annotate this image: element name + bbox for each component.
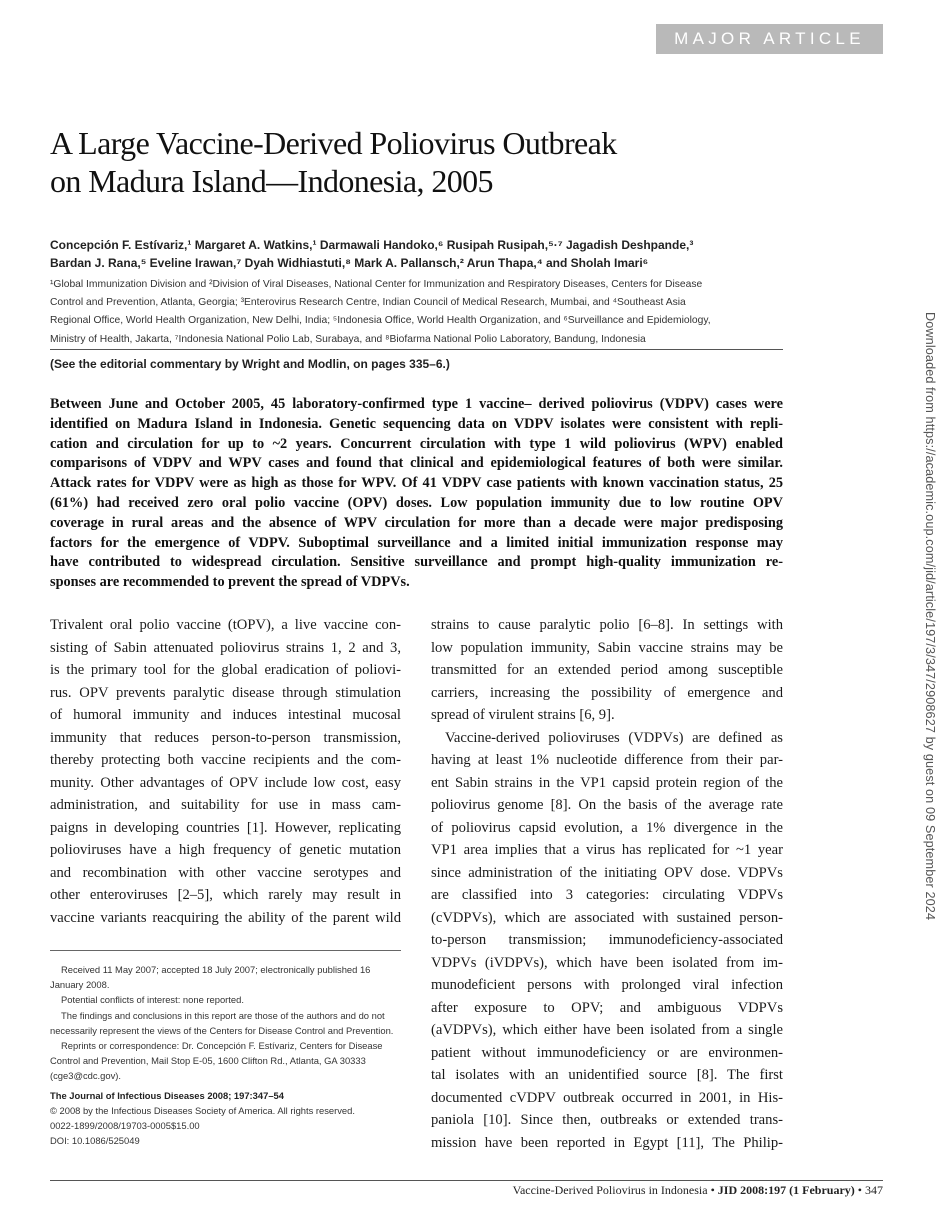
body-line: (aVDPVs), which either have been isolated from a single — [431, 1022, 783, 1038]
title-line: on Madura Island—Indonesia, 2005 — [50, 163, 493, 199]
body-line: sisting of Sabin attenuated poliovirus strains 1, 2 and 3, — [50, 639, 401, 656]
body-line: immunity that reduces person-to-person transmission, — [50, 729, 401, 746]
footer-divider — [50, 1180, 883, 1181]
body-line: tal isolates with an unidentified source [8]. The first — [431, 1067, 783, 1083]
running-footer — [513, 1183, 883, 1198]
abstract-line: have contributed to widespread circulation. Sensitive surveillance and prompt high-quality immunization re- — [50, 554, 783, 571]
body-line: Trivalent oral polio vaccine (tOPV), a live vaccine con- — [50, 617, 401, 633]
body-line: administration, and suitability for use in mass cam- — [50, 797, 401, 813]
abstract-line: (61%) had received zero oral polio vaccine (OPV) doses. Low population immunity due to low routine OPV — [50, 494, 783, 511]
body-line: munodeficient persons with prolonged viral infection — [431, 977, 783, 993]
body-line: vaccine variants reacquiring the ability of the parent wild — [50, 909, 401, 926]
affiliation-line: Regional Office, World Health Organization, New Delhi, India; ⁵Indonesia Office, World Health Organization, and ⁶Surveillance and Epidemiology, — [50, 315, 711, 327]
footnote-received: Received 11 May 2007; accepted 18 July 2007; electronically published 16 — [61, 964, 371, 975]
footnote-reprints: (cge3@cdc.gov). — [50, 1070, 122, 1082]
author-line: Bardan J. Rana,⁵ Eveline Irawan,⁷ Dyah Widhiastuti,⁸ Mark A. Pallansch,² Arun Thapa,⁴ and Sholah Imari⁶ — [50, 256, 649, 270]
body-line: carriers, increasing the possibility of emergence and — [431, 684, 783, 701]
author-line: Concepción F. Estívariz,¹ Margaret A. Watkins,¹ Darmawali Handoko,⁶ Rusipah Rusipah,⁵·⁷ Jagadish Deshpande,³ — [50, 238, 694, 252]
bullet-separator: • — [710, 1183, 718, 1197]
body-line: VDPVs (iVDPVs), which have been isolated from im- — [431, 954, 783, 971]
body-line: and recombination with other vaccine serotypes and — [50, 864, 401, 881]
body-line: having at least 1% nucleotide difference from their par- — [431, 752, 783, 768]
abstract-line: Between June and October 2005, 45 laboratory-confirmed type 1 vaccine– derived poliovirus (VDPV) cases were — [50, 396, 783, 412]
body-line: after exposure to OPV; and ambiguous VDPVs — [431, 999, 783, 1016]
abstract — [50, 395, 783, 593]
body-column-right — [431, 614, 783, 1154]
journal-citation: The Journal of Infectious Diseases 2008; 197:347–54 — [50, 1089, 284, 1101]
abstract-line: sponses are recommended to prevent the spread of VDPVs. — [50, 574, 410, 591]
footnotes — [50, 962, 401, 1148]
footnote-disclaimer: The findings and conclusions in this report are those of the authors and do not — [61, 1009, 385, 1021]
abstract-line: cation and circulation for up to ~2 years. Concurrent circulation with type 1 wild poliovirus (WPV) enabled — [50, 435, 783, 452]
author-list — [50, 236, 810, 272]
journal-reference: JID 2008:197 — [717, 1183, 787, 1197]
body-line: (cVDPVs), which are associated with sustained person- — [431, 909, 783, 926]
body-line: thereby protecting both vaccine recipients and the com- — [50, 752, 401, 768]
abstract-line: factors for the emergence of VDPV. Suboptimal surveillance and a limited initial immunization response may — [50, 534, 783, 551]
body-line: rus. OPV prevents paralytic disease through stimulation — [50, 684, 401, 701]
body-line: of humoral immunity and induces intestinal mucosal — [50, 707, 401, 723]
footnote-disclaimer: necessarily represent the views of the Centers for Disease Control and Prevention. — [50, 1024, 394, 1036]
bullet-separator: • — [857, 1183, 865, 1197]
body-line: strains to cause paralytic polio [6–8]. In settings with — [431, 617, 783, 633]
body-line: mission have been reported in Egypt [11], The Philip- — [431, 1134, 783, 1151]
abstract-line: coverage in rural areas and the absence of WPV circulation for more than a decade were major predisposing — [50, 514, 783, 531]
footnote-received: January 2008. — [50, 979, 110, 991]
affiliations — [50, 276, 784, 349]
body-line: VP1 area implies that a virus has replicated for ~1 year — [431, 842, 783, 858]
body-line: spread of virulent strains [6, 9]. — [431, 707, 615, 723]
footnote-reprints: Control and Prevention, Mail Stop E-05, 1600 Clifton Rd., Atlanta, GA 30333 — [50, 1055, 366, 1067]
footnote-conflicts: Potential conflicts of interest: none reported. — [61, 994, 244, 1006]
body-line: since administration of the initiating OPV dose. VDPVs — [431, 864, 783, 881]
body-line: paigns in developing countries [1]. However, replicating — [50, 819, 401, 836]
body-line: of poliovirus capsid evolution, a 1% divergence in the — [431, 819, 783, 836]
running-title: Vaccine-Derived Poliovirus in Indonesia — [512, 1183, 708, 1197]
header-divider — [50, 349, 783, 350]
copyright-line: © 2008 by the Infectious Diseases Society of America. All rights reserved. — [50, 1104, 355, 1116]
body-line: paniola [10]. Since then, outbreaks or extended trans- — [431, 1112, 783, 1128]
body-line: poliovirus genome [8]. On the basis of the average rate — [431, 797, 783, 813]
footnote-divider — [50, 950, 401, 951]
body-line: to-person transmission; immunodeficiency-associated — [431, 932, 783, 948]
abstract-line: Attack rates for VDPV were as high as those for WPV. Of 41 VDPV case patients with known vaccination status, 25 — [50, 475, 783, 492]
footnote-reprints: Reprints or correspondence: Dr. Concepción F. Estívariz, Centers for Disease — [61, 1040, 383, 1052]
article-type-badge: MAJOR ARTICLE — [656, 24, 883, 54]
page-number: 347 — [865, 1183, 883, 1197]
body-line: documented cVDPV outbreak occurred in 2001, in His- — [431, 1089, 783, 1106]
article-title — [50, 124, 810, 200]
body-line: transmitted for an extended period among susceptible — [431, 662, 783, 678]
affiliation-line: Ministry of Health, Jakarta, ⁷Indonesia National Polio Lab, Surabaya, and ⁸Biofarma National Polio Laboratory, Bandung, Indonesia — [50, 333, 646, 345]
title-line: A Large Vaccine-Derived Poliovirus Outbreak — [50, 125, 617, 161]
body-line: munity. Other advantages of OPV include low cost, easy — [50, 774, 401, 791]
body-line: Vaccine-derived polioviruses (VDPVs) are defined as — [445, 729, 783, 746]
download-note[interactable]: Downloaded from https://academic.oup.com/jid/article/197/3/347/2908627 by guest on 09 September 2024 — [923, 312, 937, 921]
body-line: other enteroviruses [2–5], which rarely may result in — [50, 887, 401, 903]
doi-line[interactable]: DOI: 10.1086/525049 — [50, 1135, 140, 1147]
issue-date: (1 February) — [789, 1183, 855, 1197]
editorial-commentary-note: (See the editorial commentary by Wright and Modlin, on pages 335–6.) — [50, 357, 450, 371]
download-watermark — [919, 312, 941, 954]
body-line: is the primary tool for the global eradication of poliovi- — [50, 662, 401, 678]
body-line: polioviruses have a high frequency of genetic mutation — [50, 842, 401, 858]
abstract-line: comparisons of VDPV and WPV cases and found that clinical and epidemiological features of both were similar. — [50, 455, 783, 472]
body-line: low population immunity, Sabin vaccine strains may be — [431, 639, 783, 656]
body-line: patient without immunodeficiency or are environmen- — [431, 1044, 783, 1061]
issn-line: 0022-1899/2008/19703-0005$15.00 — [50, 1120, 200, 1132]
affiliation-line: ¹Global Immunization Division and ²Division of Viral Diseases, National Center for Immunization and Respiratory Diseases, Centers for Disease — [50, 279, 703, 290]
affiliation-line: Control and Prevention, Atlanta, Georgia; ³Enterovirus Research Centre, Indian Council of Medical Research, Mumbai, and ⁴Southeast Asia — [50, 297, 686, 309]
body-line: ent Sabin strains in the VP1 capsid protein region of the — [431, 774, 783, 791]
body-column-left — [50, 614, 401, 929]
abstract-line: identified on Madura Island in Indonesia. Genetic sequencing data on VDPV isolates were consistent with repli- — [50, 415, 783, 432]
body-line: are classified into 3 categories: circulating VDPVs — [431, 887, 783, 903]
